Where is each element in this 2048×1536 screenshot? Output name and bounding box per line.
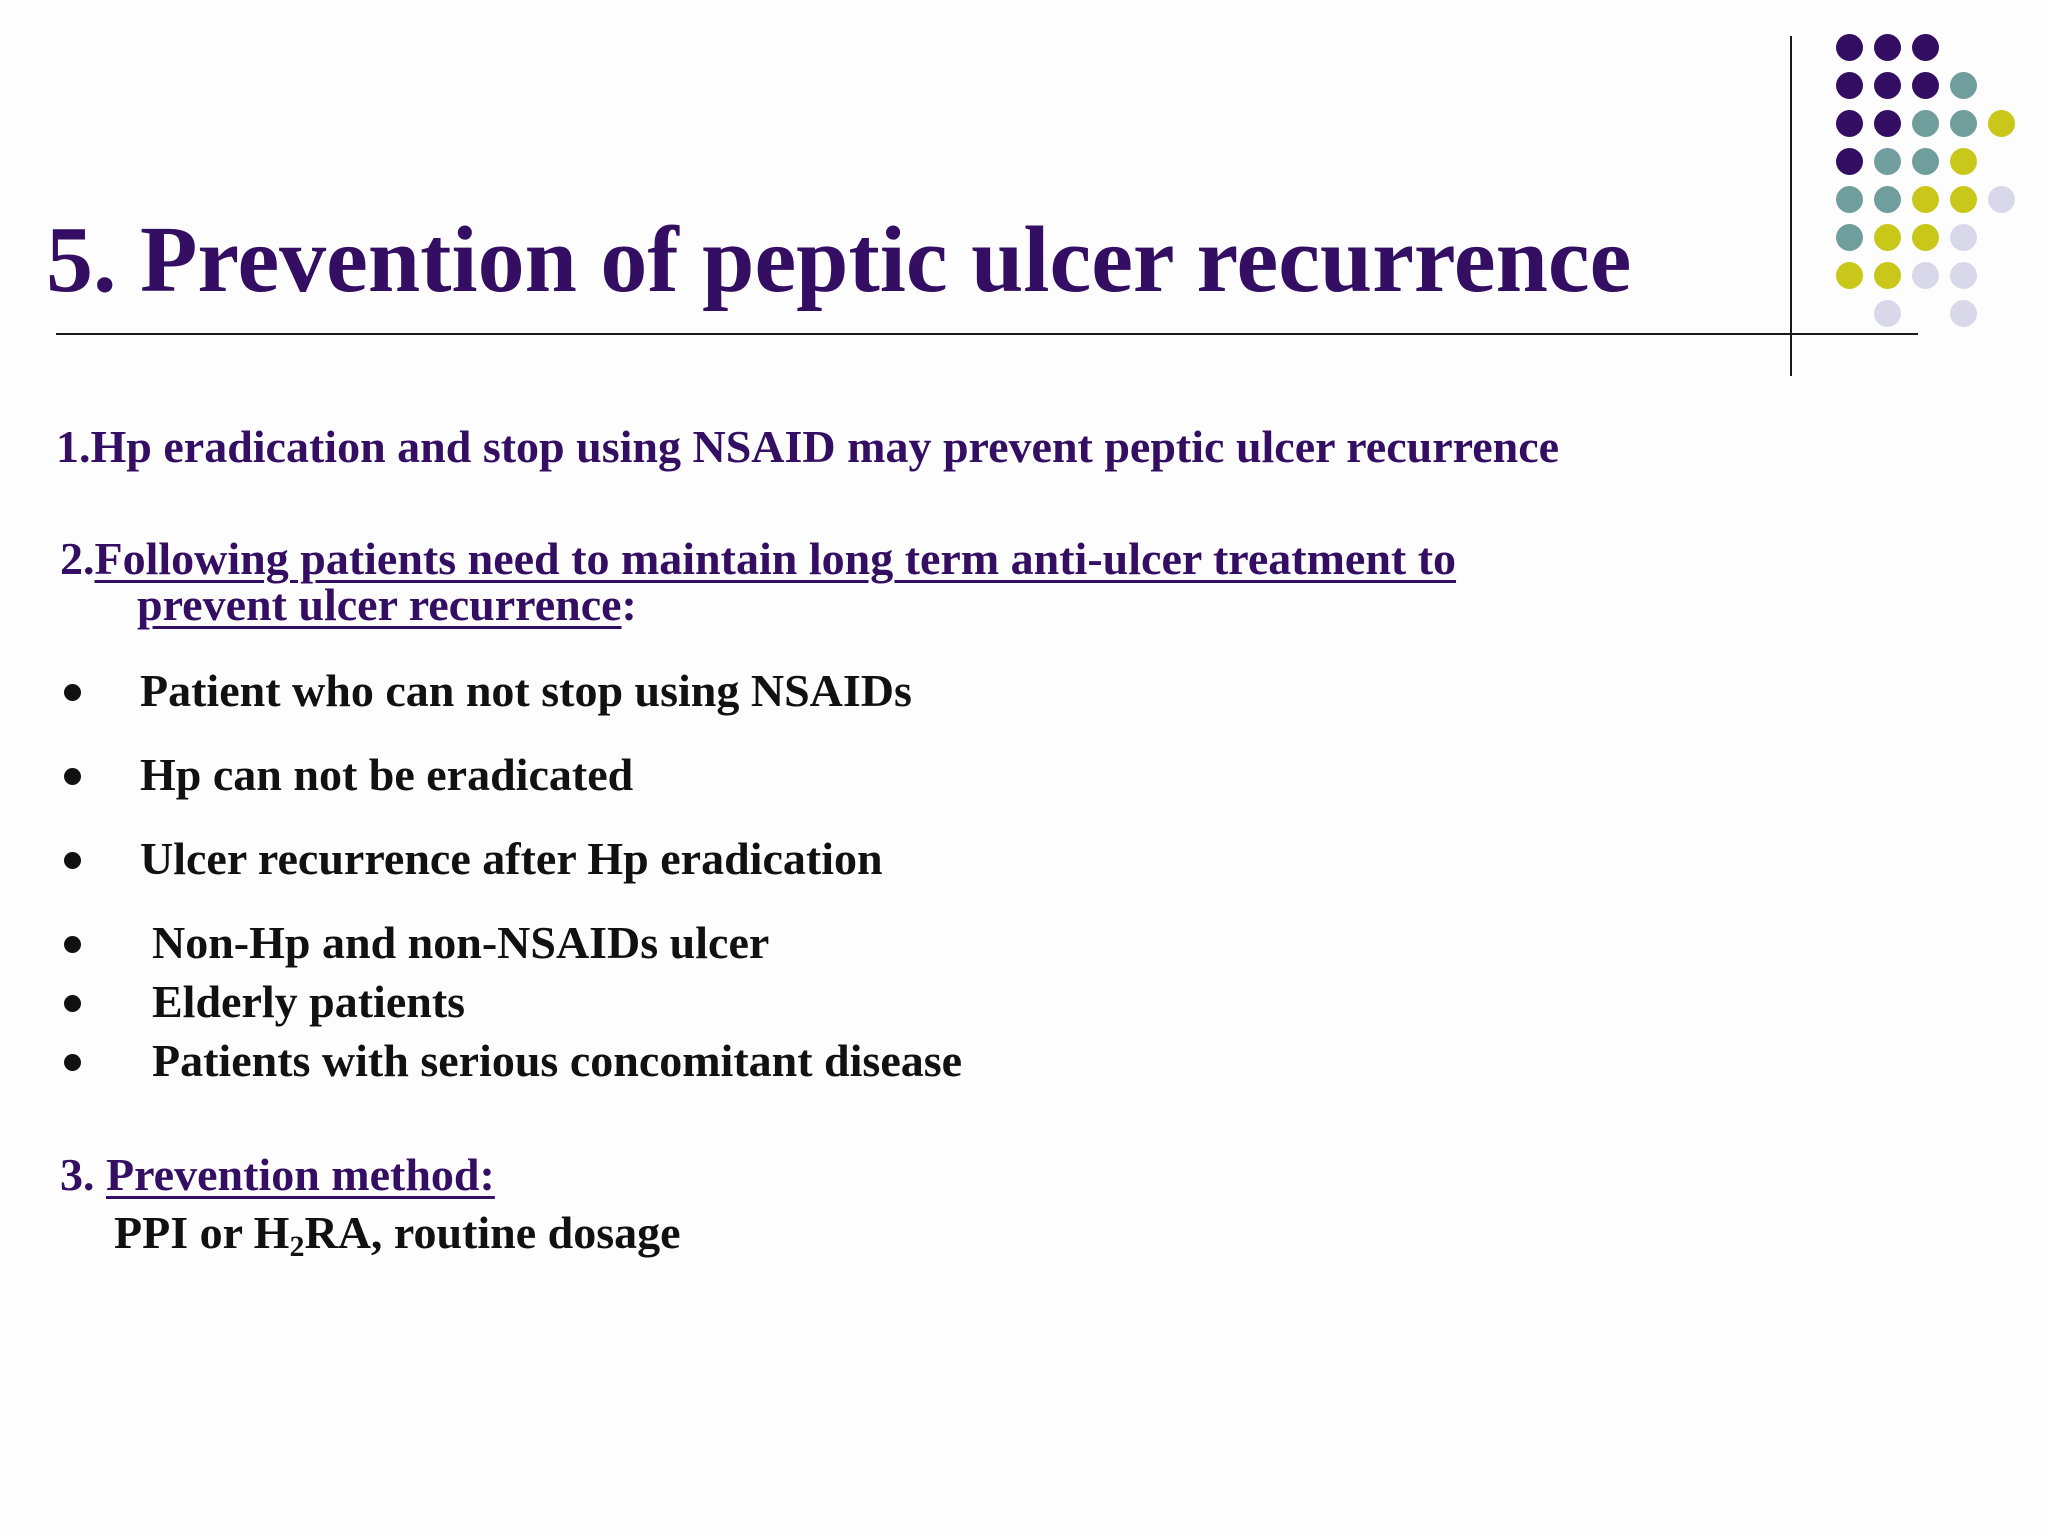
decorative-dot-icon (1950, 224, 1977, 251)
bullet-text: Ulcer recurrence after Hp eradication (140, 833, 883, 884)
point-3-heading: Prevention method: (106, 1149, 495, 1200)
decorative-dot-icon (1912, 110, 1939, 137)
decorative-dot-icon (1874, 148, 1901, 175)
decorative-dot-icon (1988, 110, 2015, 137)
decorative-dot-icon (1950, 72, 1977, 99)
bullet-dot-icon (64, 684, 81, 701)
point-2-line-2-wrap (60, 579, 1456, 630)
decorative-dot-icon (1836, 148, 1863, 175)
decorative-dot-icon (1836, 224, 1863, 251)
decorative-dot-icon (1912, 224, 1939, 251)
point-2-colon: : (621, 579, 637, 630)
dosage-prefix: PPI or H (114, 1207, 290, 1258)
bullet-text: Elderly patients (152, 976, 466, 1027)
point-2-number: 2. (60, 533, 95, 584)
bullet-dot-icon (64, 1054, 81, 1071)
decorative-dot-icon (1836, 34, 1863, 61)
decorative-dot-icon (1874, 186, 1901, 213)
decorative-dot-icon (1836, 110, 1863, 137)
bullet-dot-icon (64, 852, 81, 869)
bullet-text: Patients with serious concomitant disease (152, 1035, 963, 1086)
dosage-subscript: 2 (289, 1230, 305, 1263)
bullet-text: Hp can not be eradicated (140, 749, 634, 800)
decorative-dot-icon (1874, 300, 1901, 327)
decorative-dot-icon (1874, 72, 1901, 99)
decorative-dot-icon (1912, 186, 1939, 213)
point-2 (60, 533, 1457, 630)
bullet-text: Patient who can not stop using NSAIDs (140, 665, 912, 716)
decorative-dot-icon (1988, 186, 2015, 213)
title-underline-divider (56, 333, 1918, 335)
decorative-dot-icon (1836, 186, 1863, 213)
decorative-dot-icon (1836, 262, 1863, 289)
bullet-text: Non-Hp and non-NSAIDs ulcer (152, 917, 770, 968)
decorative-dot-icon (1950, 186, 1977, 213)
decorative-dot-icon (1950, 148, 1977, 175)
prevention-method-detail (114, 1204, 681, 1262)
decorative-dot-icon (1912, 72, 1939, 99)
decorative-dot-icon (1874, 224, 1901, 251)
slide-title: 5. Prevention of peptic ulcer recurrence (46, 208, 1632, 312)
decorative-dot-icon (1950, 110, 1977, 137)
bullet-dot-icon (64, 995, 81, 1012)
decorative-dot-icon (1912, 262, 1939, 289)
decorative-dot-icon (1912, 148, 1939, 175)
point-2-line-2: prevent ulcer recurrence (137, 579, 622, 630)
point-1: 1.Hp eradication and stop using NSAID may prevent peptic ulcer recurrence (56, 421, 1560, 472)
dosage-suffix: RA, routine dosage (304, 1207, 681, 1258)
vertical-divider (1790, 36, 1792, 376)
bullet-dot-icon (64, 768, 81, 785)
decorative-dot-icon (1950, 300, 1977, 327)
decorative-dot-icon (1950, 262, 1977, 289)
point-2-line-1: Following patients need to maintain long term anti-ulcer treatment to (94, 533, 1457, 584)
decorative-dot-icon (1874, 110, 1901, 137)
decorative-dot-icon (1874, 34, 1901, 61)
decorative-dot-icon (1912, 34, 1939, 61)
decorative-dot-icon (1874, 262, 1901, 289)
point-3 (60, 1146, 495, 1204)
bullet-dot-icon (64, 936, 81, 953)
point-3-number: 3. (60, 1149, 106, 1200)
decorative-dot-icon (1836, 72, 1863, 99)
